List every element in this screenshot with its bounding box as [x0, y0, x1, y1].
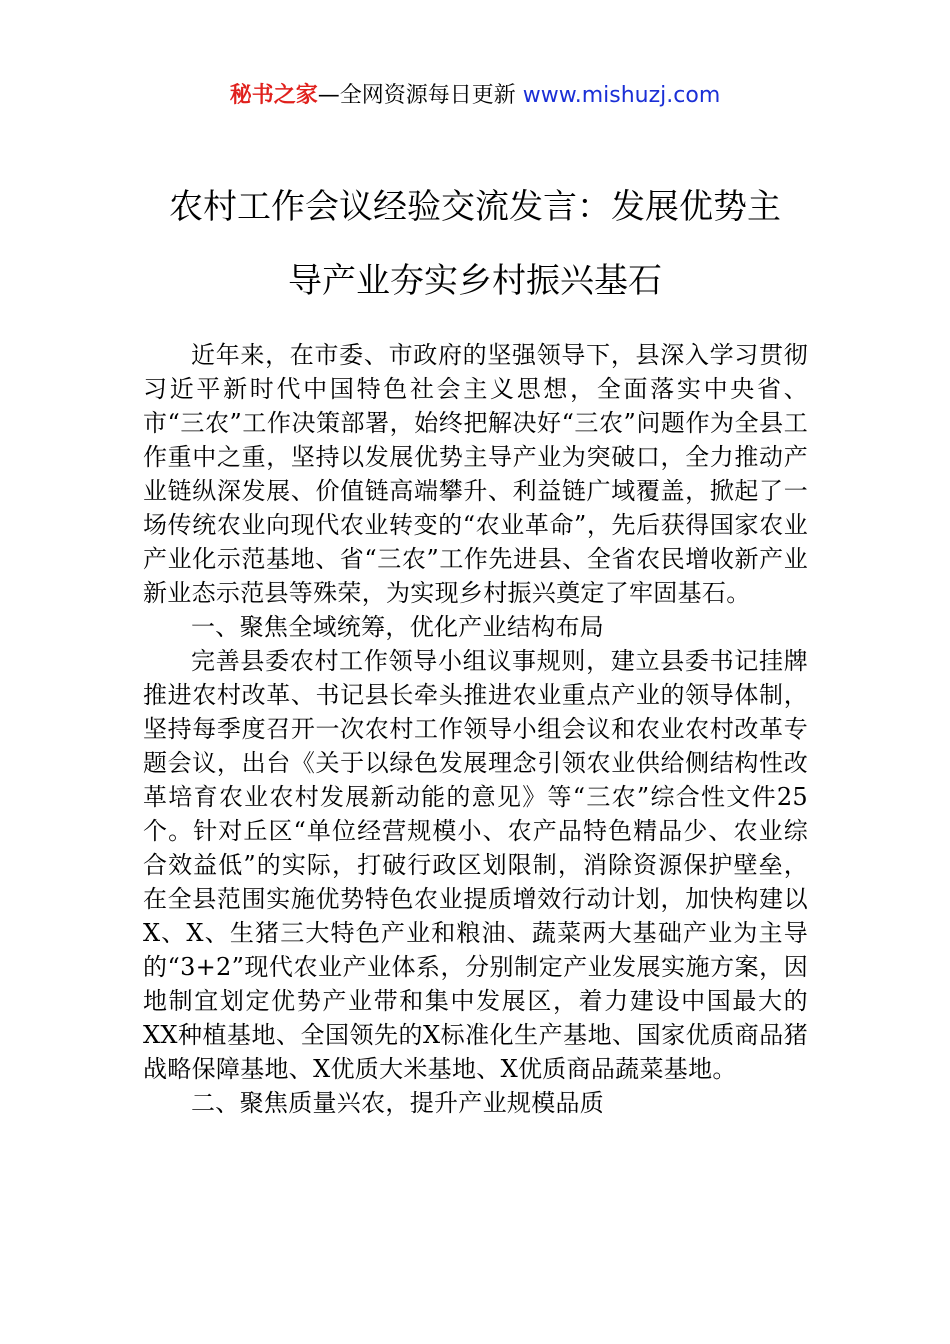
document-body — [143, 338, 808, 1120]
section-heading-1: 一、聚焦全域统筹，优化产业结构布局 — [191, 613, 605, 641]
document-title — [140, 170, 810, 318]
document-title-line-2: 导产业夯实乡村振兴基石 — [288, 261, 662, 301]
section-heading-2: 二、聚焦质量兴农，提升产业规模品质 — [191, 1089, 605, 1117]
body-paragraph-intro: 近年来，在市委、市政府的坚强领导下，县深入学习贯彻习近平新时代中国特色社会主义思想，全面落实中央省、市“三农”工作决策部署，始终把解决好“三农”问题作为全县工作重中之重，坚持以发展优势主导产业为突破口，全力推动产业链纵深发展、价值链高端攀升、利益链广域覆盖，掀起了一场传统农业向现代农业转变的“农业革命”，先后获得国家农业产业化示范基地、省“三农”工作先进县、全省农民增收新产业新业态示范县等殊荣，为实现乡村振兴奠定了牢固基石。 — [143, 341, 808, 607]
site-url-link[interactable]: www.mishuzj.com — [522, 83, 721, 108]
body-paragraph-section-1: 完善县委农村工作领导小组议事规则，建立县委书记挂牌推进农村改革、书记县长牵头推进农业重点产业的领导体制，坚持每季度召开一次农村工作领导小组会议和农业农村改革专题会议，出台《关于以绿色发展理念引领农业供给侧结构性改革培育农业农村发展新动能的意见》等“三农”综合性文件25个。针对丘区“单位经营规模小、农产品特色精品少、农业综合效益低”的实际，打破行政区划限制，消除资源保护壁垒，在全县范围实施优势特色农业提质增效行动计划，加快构建以X、X、生猪三大特色产业和粮油、蔬菜两大基础产业为主导的“3+2”现代农业产业体系，分别制定产业发展实施方案，因地制宜划定优势产业带和集中发展区，着力建设中国最大的XX种植基地、全国领先的X标准化生产基地、国家优质商品猪战略保障基地、X优质大米基地、X优质商品蔬菜基地。 — [143, 647, 808, 1083]
site-slogan: —全网资源每日更新 — [317, 83, 516, 108]
site-header — [0, 80, 950, 112]
site-brand: 秘书之家 — [229, 83, 318, 108]
document-title-line-1: 农村工作会议经验交流发言：发展优势主 — [169, 187, 781, 227]
